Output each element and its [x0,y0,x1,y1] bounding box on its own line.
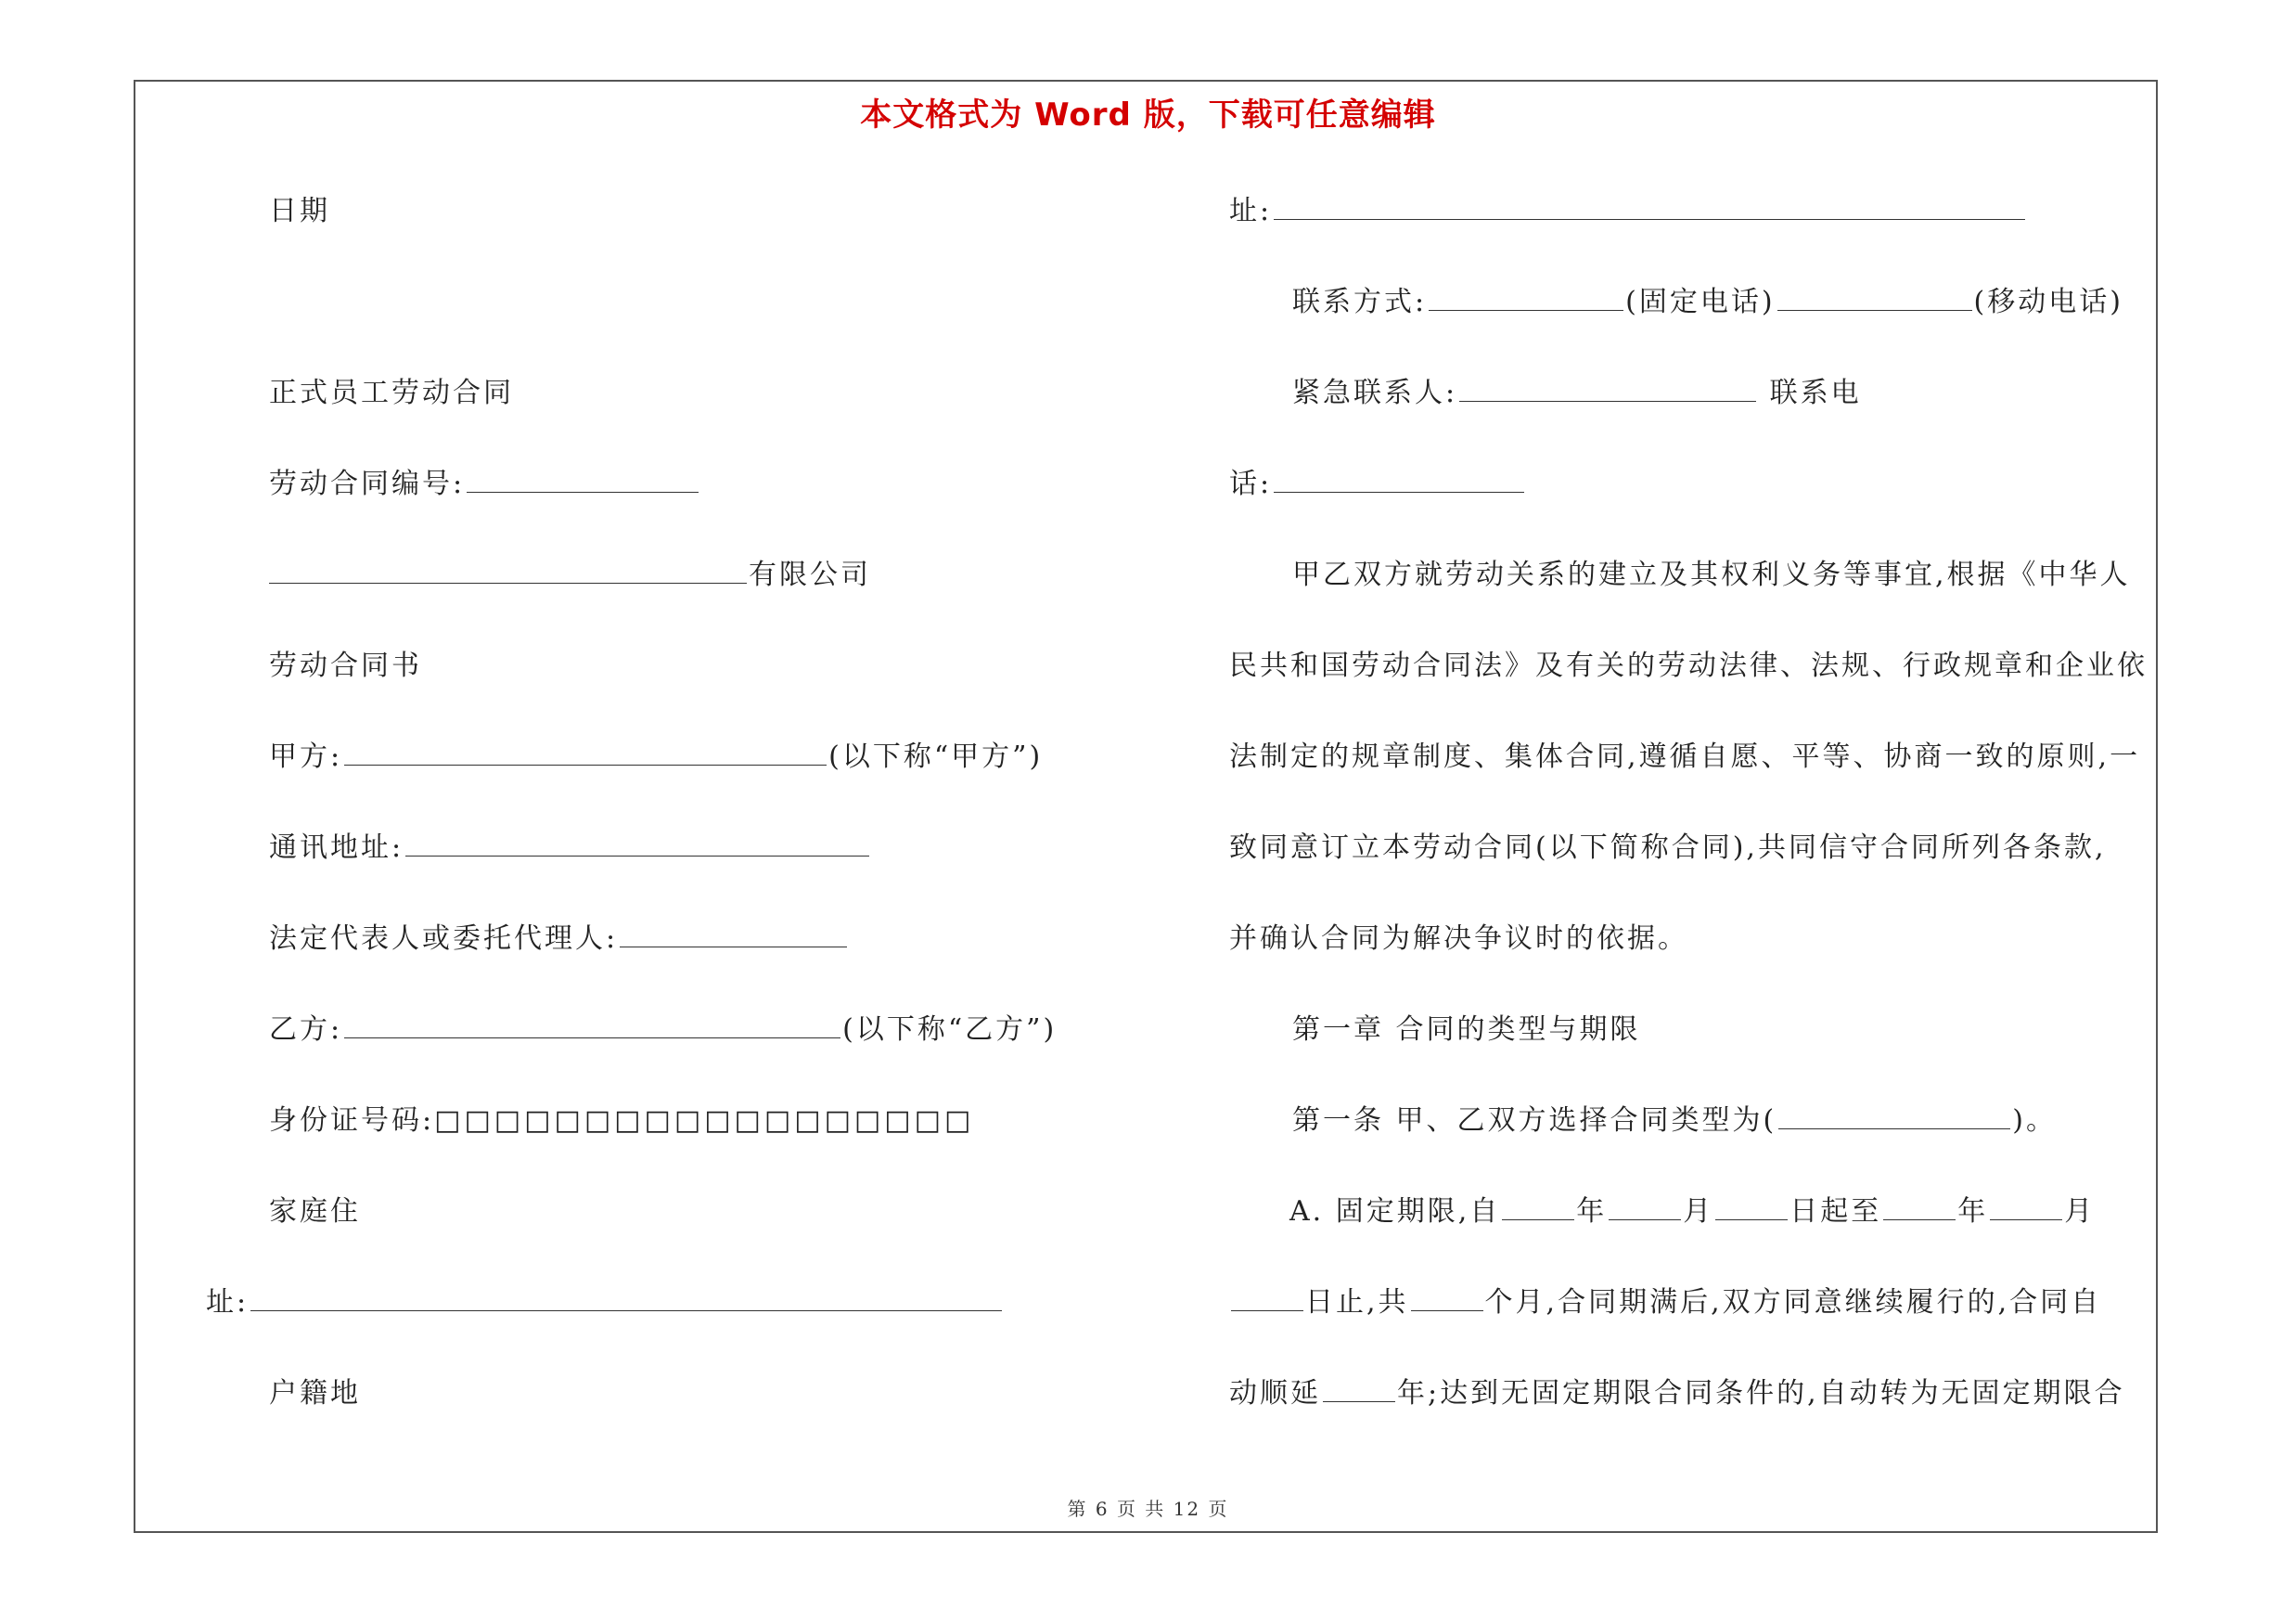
emergency-phone-label: 联系电 [1769,377,1862,409]
party-a-blank[interactable] [344,739,827,766]
article-1-line [1292,1102,2057,1140]
end-year-blank[interactable] [1883,1193,1956,1220]
end-month-label: 月 [2064,1195,2096,1228]
year-label: 年 [1576,1195,1608,1228]
address-blank[interactable] [405,830,869,857]
landline-label: (固定电话) [1625,286,1776,318]
legal-rep-line [269,921,849,958]
company-line [267,557,871,594]
party-b-note: (以下称“乙方”) [842,1013,1058,1046]
renewal-text: 年;达到无固定期限合同条件的,自动转为无固定期限合 [1397,1377,2125,1410]
home-address-line [206,1284,1004,1321]
months-blank[interactable] [1411,1284,1483,1311]
legal-rep-blank[interactable] [620,921,847,947]
start-year-blank[interactable] [1502,1193,1574,1220]
format-banner: 本文格式为 Word 版，下载可任意编辑 [860,97,1436,134]
household-label: 户籍地 [269,1377,361,1410]
emergency-line [1292,375,1862,412]
month-label: 月 [1683,1195,1714,1228]
end-month-blank[interactable] [1990,1193,2062,1220]
end-day-blank[interactable] [1231,1284,1303,1311]
emergency-blank[interactable] [1459,375,1756,402]
start-day-blank[interactable] [1715,1193,1788,1220]
chapter-1-heading: 第一章 合同的类型与期限 [1292,1013,1641,1046]
renewal-years-blank[interactable] [1323,1375,1395,1402]
company-blank[interactable] [269,557,747,584]
company-suffix: 有限公司 [749,559,871,591]
term-months-line [1229,1284,2101,1321]
start-month-blank[interactable] [1609,1193,1681,1220]
emergency-label: 紧急联系人: [1292,377,1458,409]
fixed-term-label: A. 固定期限,自 [1289,1195,1501,1228]
preamble-line-4: 致同意订立本劳动合同(以下简称合同),共同信守合同所列各条款, [1229,831,2107,864]
fixed-term-line [1289,1193,2095,1230]
party-a-note: (以下称“甲方”) [828,741,1044,773]
contact-line [1292,284,2123,321]
article-1-text: 第一条 甲、乙双方选择合同类型为( [1292,1104,1777,1137]
contract-number-label: 劳动合同编号: [269,468,466,500]
contract-book-label: 劳动合同书 [269,650,422,682]
day-end-label: 日止,共 [1305,1286,1409,1319]
home-address-label: 家庭住 [269,1195,361,1228]
article-1-end: )。 [2012,1104,2057,1137]
end-year-label: 年 [1957,1195,1989,1228]
party-b-line [269,1011,1057,1049]
preamble-line-1: 甲乙双方就劳动关系的建立及其权利义务等事宜,根据《中华人 [1292,559,2131,591]
legal-rep-label: 法定代表人或委托代理人: [269,922,619,955]
contact-label: 联系方式: [1292,286,1428,318]
household-address-blank[interactable] [1274,193,2025,220]
page-footer: 第 6 页 共 12 页 [1067,1498,1229,1520]
preamble-line-3: 法制定的规章制度、集体合同,遵循自愿、平等、协商一致的原则,一 [1229,741,2141,773]
contract-type-blank[interactable] [1778,1102,2010,1129]
address-label: 通讯地址: [269,831,404,864]
contract-number-line [269,466,700,503]
emergency-phone-line [1229,466,1526,503]
renewal-line [1229,1375,2125,1412]
mobile-label: (移动电话) [1973,286,2123,318]
id-number-boxes[interactable]: □□□□□□□□□□□□□□□□□□ [434,1104,975,1137]
household-address-line [1229,193,2027,230]
id-number-line [269,1102,974,1140]
emergency-phone-label-cont: 话: [1229,468,1273,500]
months-text: 个月,合同期满后,双方同意继续履行的,合同自 [1484,1286,2102,1319]
party-b-blank[interactable] [344,1011,840,1038]
party-a-label: 甲方: [269,741,343,773]
home-address-label-cont: 址: [206,1286,250,1319]
address-line [269,830,871,867]
date-label: 日期 [269,195,330,227]
contract-title: 正式员工劳动合同 [269,377,514,409]
home-address-blank[interactable] [250,1284,1002,1311]
emergency-phone-blank[interactable] [1274,466,1524,493]
household-address-label: 址: [1229,195,1273,227]
mobile-blank[interactable] [1777,284,1972,311]
preamble-line-5: 并确认合同为解决争议时的依据。 [1229,922,1688,955]
party-a-line [269,739,1043,776]
preamble-line-2: 民共和国劳动合同法》及有关的劳动法律、法规、行政规章和企业依 [1229,650,2148,682]
contract-number-blank[interactable] [467,466,699,493]
party-b-label: 乙方: [269,1013,343,1046]
landline-blank[interactable] [1429,284,1623,311]
id-number-label: 身份证号码: [269,1104,435,1137]
day-from-label: 日起至 [1789,1195,1882,1228]
renewal-label: 动顺延 [1229,1377,1321,1410]
